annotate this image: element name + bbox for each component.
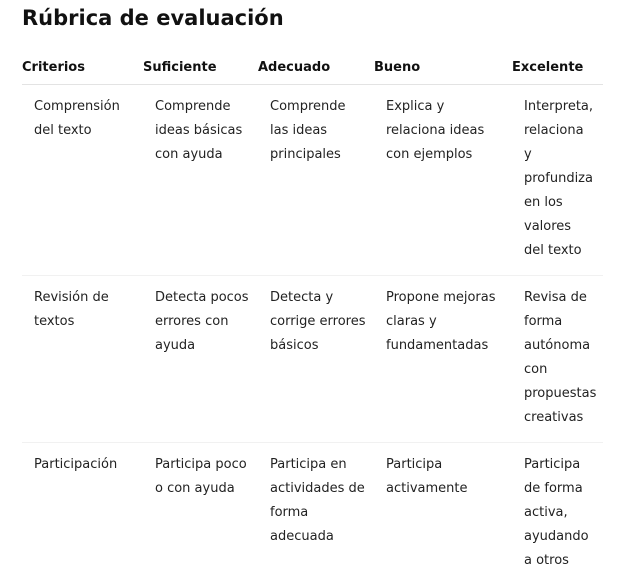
suficiente-cell: Comprende ideas básicas con ayuda xyxy=(143,85,258,276)
adecuado-cell: Participa en actividades de forma adecuada xyxy=(270,457,365,544)
suficiente-cell: Participa poco o con ayuda xyxy=(155,457,247,496)
adecuado-cell: Detecta y corrige errores básicos xyxy=(258,276,374,443)
criterion-cell: Revisión de textos xyxy=(22,276,143,443)
excelente-cell: Interpreta, relaciona y profundiza en los valores del texto xyxy=(512,85,603,276)
document xyxy=(22,0,603,585)
adecuado-cell: Comprende las ideas principales xyxy=(258,85,374,276)
bueno-cell: Explica y relaciona ideas con ejemplos xyxy=(374,85,512,276)
header-suficiente: Suficiente xyxy=(143,52,258,85)
header-adecuado: Adecuado xyxy=(258,52,374,85)
criterion-cell: Comprensión del texto xyxy=(22,85,143,276)
bueno-cell: Participa activamente xyxy=(386,457,468,496)
criterion-cell: Participación xyxy=(34,457,118,472)
suficiente-cell: Detecta pocos errores con ayuda xyxy=(143,276,258,443)
table-row xyxy=(22,443,603,586)
header-excelente: Excelente xyxy=(512,52,603,85)
rubric-table xyxy=(22,52,603,585)
bueno-cell: Propone mejoras claras y fundamentadas xyxy=(374,276,512,443)
table-row xyxy=(22,276,603,443)
page-title: Rúbrica de evaluación xyxy=(22,6,284,30)
table-row xyxy=(22,85,603,276)
header-criterios: Criterios xyxy=(22,52,143,85)
table-header-row xyxy=(22,52,603,85)
excelente-cell: Revisa de forma autónoma con propuestas creativas xyxy=(512,276,603,443)
excelente-cell: Participa de forma activa, ayudando a otros xyxy=(524,457,589,568)
header-bueno: Bueno xyxy=(374,52,512,85)
